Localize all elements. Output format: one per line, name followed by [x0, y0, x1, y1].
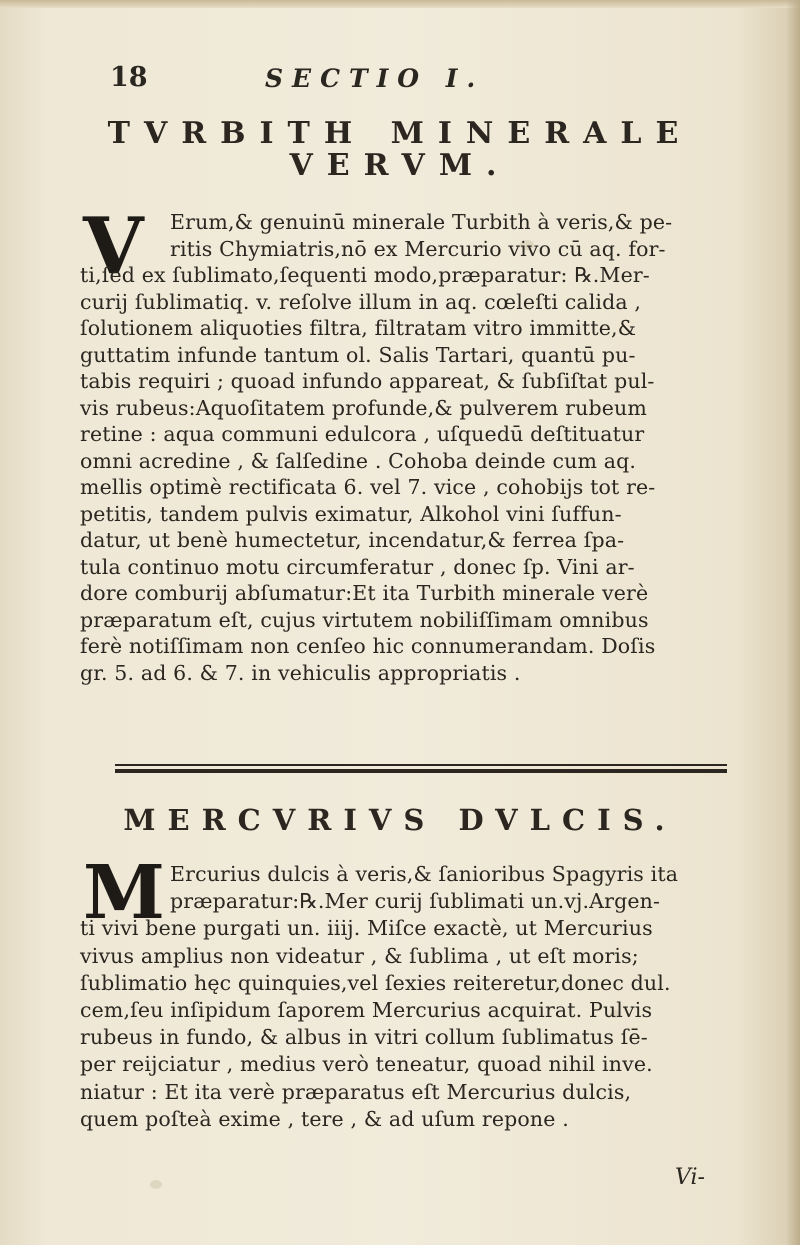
section-divider-thick: [115, 769, 727, 773]
article1-heading-line2: VERVM.: [289, 148, 511, 183]
article1-body: [80, 201, 735, 686]
foxing-spot: [150, 1180, 162, 1189]
catchword: Vi-: [675, 1165, 705, 1190]
text-line: retine : aqua communi edulcora , uſquedū deſtituatur: [80, 422, 645, 446]
text-line: niatur : Et ita verè præparatus eſt Mercurius dulcis,: [80, 1079, 632, 1104]
page-top-edge: [0, 0, 800, 8]
section-title: SECTIO I.: [265, 64, 485, 93]
dropcap-m: M: [83, 850, 165, 936]
text-line: tula continuo motu circumferatur , donec ſp. Vini ar-: [80, 554, 635, 579]
text-line: tabis requiri ; quoad infundo appareat, & ſubſiſtat pul-: [80, 369, 655, 393]
text-line: ti,ſed ex ſublimato,ſequenti modo,præparatur: ℞.Mer-: [80, 263, 650, 287]
text-line: datur, ut benè humectetur, incendatur,& ferrea ſpa-: [80, 528, 625, 552]
text-line: rubeus in fundo, & albus in vitri collum ſublimatus ſē-: [80, 1025, 648, 1050]
text-line: petitis, tandem pulvis eximatur, Alkohol vini ſuffun-: [80, 501, 622, 526]
text-line: cem,ſeu inſipidum ſaporem Mercurius acquirat. Pulvis: [80, 997, 653, 1022]
text-line: ſolutionem aliquoties filtra, filtratam vitro immitte,&: [80, 316, 637, 340]
article2-heading: MERCVRIVS DVLCIS.: [123, 803, 677, 837]
text-line: guttatim infunde tantum ol. Salis Tartari, quantū pu-: [80, 342, 636, 367]
text-line: quem poſteà exime , tere , & ad uſum repone .: [80, 1106, 569, 1131]
text-line: ſublimatio hęc quinquies,vel ſexies reiteretur,donec dul.: [80, 970, 671, 995]
text-line: præparatum eſt, cujus virtutem nobiliſſimam omnibus: [80, 607, 649, 632]
article1-heading-line1: TVRBITH MINERALE: [107, 116, 693, 151]
text-line: curij ſublimatiq. v. reſolve illum in aq. cœleſti calida ,: [80, 289, 642, 314]
text-line: præparatur:℞.Mer curij ſublimati un.vj.Argen-: [170, 889, 661, 914]
text-line: ritis Chymiatris,nō ex Mercurio vivo cū aq. for-: [170, 236, 666, 261]
text-line: ferè notiſſimam non cenſeo hic connumerandam. Doſis: [80, 634, 656, 658]
section-divider-thin: [115, 764, 727, 766]
running-head: [100, 58, 700, 98]
text-line: Erum,& genuinū minerale Turbith à veris,& pe-: [170, 210, 673, 234]
text-line: vivus amplius non videatur , & ſublima , ut eſt moris;: [80, 943, 639, 968]
page-right-edge: [786, 0, 800, 1245]
text-line: omni acredine , & ſalſedine . Cohoba deinde cum aq.: [80, 448, 637, 473]
text-line: dore comburij abſumatur:Et ita Turbith minerale verè: [80, 581, 649, 605]
page-number: 18: [110, 62, 148, 93]
text-line: mellis optimè rectificata 6. vel 7. vice , cohobijs tot re-: [80, 475, 656, 499]
text-line: per reijciatur , medius verò teneatur, quoad nihil inve.: [80, 1052, 653, 1077]
text-line: Ercurius dulcis à veris,& ſanioribus Spagyris ita: [170, 862, 679, 886]
dropcap-v: V: [83, 201, 144, 292]
text-line: gr. 5. ad 6. & 7. in vehiculis appropriatis .: [80, 660, 521, 685]
article2-body: [80, 861, 735, 1133]
text-line: vis rubeus:Aquoſitatem profunde,& pulverem rubeum: [80, 395, 647, 420]
text-line: ti vivi bene purgati un. iiij. Miſce exactè, ut Mercurius: [80, 916, 653, 941]
